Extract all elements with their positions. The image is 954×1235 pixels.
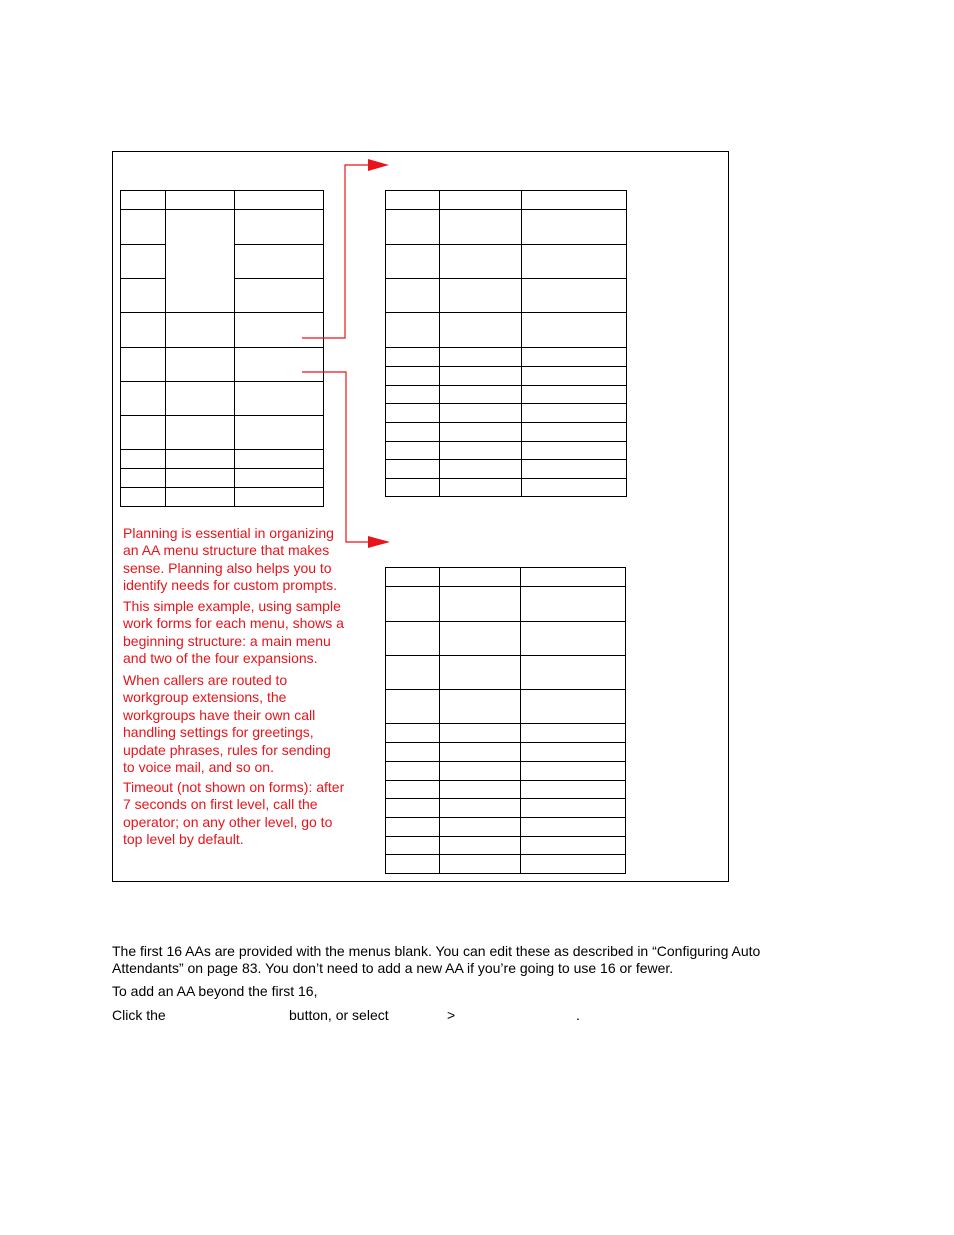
arrowhead-expansion-2 [368,536,390,548]
note-example: This simple example, using sample work forms for each menu, shows a beginning structure: a main menu and two of the four expansions. [123,598,344,667]
connector-to-expansion-1 [302,165,370,338]
connector-to-expansion-2 [302,372,370,542]
paragraph-first-16: The first 16 AAs are provided with the menus blank. You can edit these as described in “Configuring Auto Attendants” on page 83. You don’t need to add a new AA if you’re going to use 16 or fewer. [112,943,761,976]
step-prefix: Click the [112,1007,166,1023]
note-planning: Planning is essential in organizing an AA menu structure that makes sense. Planning also helps you to identify needs for custom prompts. [123,525,337,594]
paragraph-add-aa: To add an AA beyond the first 16, [112,983,318,999]
note-workgroups: When callers are routed to workgroup extensions, the workgroups have their own call handling settings for greetings, update phrases, rules for sending to voice mail, and so on. [123,672,331,776]
step-separator: > [447,1007,456,1023]
step-end: . [576,1007,580,1023]
note-timeout: Timeout (not shown on forms): after 7 seconds on first level, call the operator; on any other level, go to top level by default. [123,779,345,848]
step-middle: button, or select [289,1007,389,1023]
arrowhead-expansion-1 [368,159,389,171]
